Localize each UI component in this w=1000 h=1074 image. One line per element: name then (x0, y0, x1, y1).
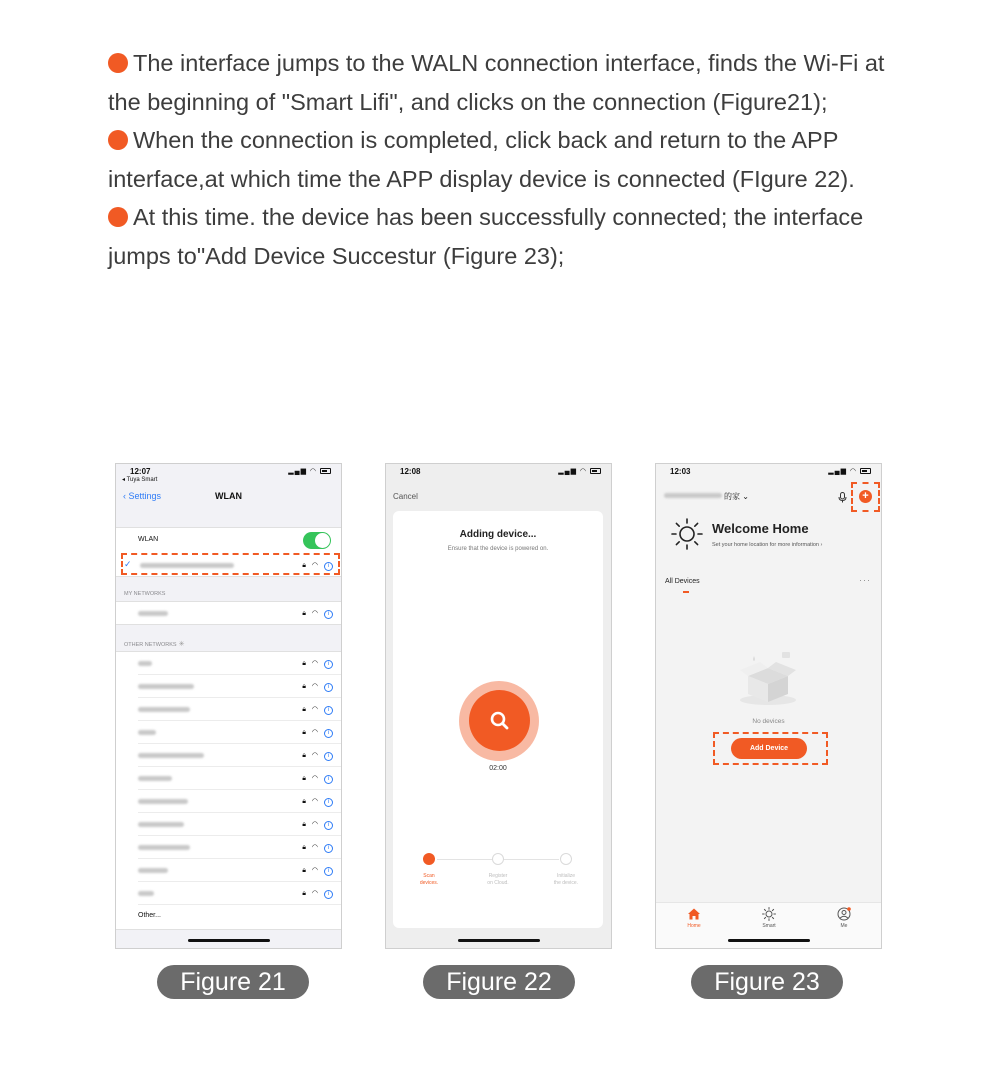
wlan-label: WLAN (138, 536, 159, 543)
home-selector[interactable]: 的家 ⌄ (664, 491, 749, 502)
network-row[interactable] (138, 859, 341, 882)
info-icon[interactable]: i (324, 706, 333, 715)
figure-21-caption: Figure 21 (157, 965, 309, 999)
tab-smart[interactable] (749, 907, 789, 929)
blurred-network-name (138, 753, 204, 758)
tab-home-label: Home (687, 923, 701, 929)
blurred-network-name (138, 611, 168, 616)
network-row[interactable] (138, 721, 341, 744)
status-bar (386, 464, 611, 480)
my-networks-list (116, 601, 341, 625)
highlight-box (713, 732, 828, 765)
instruction-step-1: The interface jumps to the WALN connection interface, finds the Wi-Fi at the beginning of "Smart Lifi", and clicks on the connection (Figure21); (108, 50, 885, 115)
network-row[interactable] (138, 602, 341, 625)
figure-22-caption: Figure 22 (423, 965, 575, 999)
profile-icon (837, 907, 851, 921)
figure-22-screenshot (385, 463, 612, 949)
home-indicator (188, 939, 270, 942)
smart-sun-icon (762, 907, 776, 921)
blurred-network-name (138, 799, 188, 804)
settings-back-button[interactable]: ‹ Settings (123, 491, 162, 501)
blurred-home-name (664, 493, 722, 498)
tab-home[interactable] (674, 907, 714, 929)
network-status-icons: 🔒︎ ◠ i (302, 820, 333, 830)
back-to-app-link[interactable]: ◂ Tuya Smart (122, 477, 158, 483)
highlight-box (121, 553, 340, 575)
info-icon[interactable]: i (324, 844, 333, 853)
initialize-step-icon (560, 853, 572, 865)
cancel-button[interactable]: Cancel (393, 492, 418, 501)
network-row[interactable] (138, 790, 341, 813)
adding-device-title: Adding device... (459, 529, 537, 540)
step-label-scan: Scan devices. (419, 873, 439, 886)
bullet-dot-icon (108, 130, 128, 150)
network-row[interactable] (138, 744, 341, 767)
empty-box-illustration (736, 650, 800, 706)
status-time: 12:07 (130, 467, 151, 476)
info-icon[interactable]: i (324, 562, 333, 571)
network-row[interactable] (138, 767, 341, 790)
blurred-network-name (138, 822, 184, 827)
microphone-icon[interactable] (838, 492, 847, 503)
info-icon[interactable]: i (324, 890, 333, 899)
network-row[interactable] (138, 675, 341, 698)
scan-step-icon (423, 853, 435, 865)
sun-icon (670, 517, 704, 551)
loading-spinner-icon: ✳ (178, 641, 185, 648)
status-icons: ▂▄▆ ◠ (288, 467, 331, 475)
other-networks-header: OTHER NETWORKS ✳ (124, 641, 185, 648)
figure-23-caption: Figure 23 (691, 965, 843, 999)
step-label-initialize: Initialize the device. (553, 873, 579, 886)
status-time: 12:03 (670, 467, 691, 476)
blurred-network-name (138, 868, 168, 873)
tab-me-label: Me (840, 923, 848, 929)
bullet-dot-icon (108, 207, 128, 227)
more-options-icon[interactable]: ··· (859, 575, 871, 585)
info-icon[interactable]: i (324, 752, 333, 761)
network-row[interactable] (138, 652, 341, 675)
blurred-network-name (138, 776, 172, 781)
active-tab-indicator (683, 591, 689, 593)
blurred-network-name (138, 730, 156, 735)
info-icon[interactable]: i (324, 775, 333, 784)
home-indicator (728, 939, 810, 942)
add-device-button[interactable]: Add Device (731, 738, 807, 759)
checkmark-icon: ✓ (124, 559, 132, 569)
network-status-icons: 🔒︎ ◠ i (302, 774, 333, 784)
tab-smart-label: Smart (762, 923, 776, 929)
countdown-timer: 02:00 (489, 765, 507, 772)
page-title: WLAN (215, 491, 242, 501)
network-status-icons: 🔒︎ ◠ i (302, 843, 333, 853)
tab-me[interactable] (824, 907, 864, 929)
other-network-label: Other... (138, 912, 161, 919)
no-devices-label: No devices (752, 718, 785, 725)
adding-device-card (393, 511, 603, 928)
tab-all-devices[interactable]: All Devices (665, 578, 700, 585)
instruction-step-3: At this time. the device has been successfully connected; the interface jumps to"Add Device Succestur (Figure 23); (108, 204, 864, 269)
info-icon[interactable]: i (324, 798, 333, 807)
adding-device-subtitle: Ensure that the device is powered on. (447, 546, 549, 552)
status-bar (656, 464, 881, 480)
navigation-bar (116, 488, 341, 506)
blurred-network-name (138, 707, 190, 712)
figure-21-screenshot (115, 463, 342, 949)
network-row[interactable] (138, 813, 341, 836)
other-networks-list (116, 651, 341, 930)
my-networks-header: MY NETWORKS (124, 591, 166, 597)
status-icons: ▂▄▆ ◠ (828, 467, 871, 475)
highlight-box (851, 482, 880, 512)
bullet-dot-icon (108, 53, 128, 73)
blurred-network-name (138, 661, 152, 666)
search-icon (487, 708, 512, 733)
other-network-row[interactable] (138, 905, 341, 928)
network-status-icons: 🔒︎ ◠ i (302, 682, 333, 692)
network-status-icons: 🔒︎ ◠ i (302, 609, 333, 619)
network-status-icons: 🔒︎ ◠ i (302, 728, 333, 738)
cloud-step-icon (492, 853, 504, 865)
blurred-network-name (138, 684, 194, 689)
info-icon[interactable]: i (324, 867, 333, 876)
figure-23-screenshot (655, 463, 882, 949)
instruction-text (108, 44, 908, 275)
network-status-icons: 🔒︎ ◠ i (302, 705, 333, 715)
network-status-icons: 🔒︎ ◠ i (302, 889, 333, 899)
status-icons: ▂▄▆ ◠ (558, 467, 601, 475)
network-row[interactable] (138, 836, 341, 859)
info-icon[interactable]: i (324, 729, 333, 738)
status-time: 12:08 (400, 467, 421, 476)
info-icon[interactable]: i (324, 660, 333, 669)
network-status-icons: 🔒︎ ◠ i (302, 751, 333, 761)
network-status-icons: 🔒︎ ◠ i (302, 797, 333, 807)
add-plus-button[interactable]: + (859, 490, 872, 503)
blurred-network-name (138, 891, 154, 896)
network-status-icons: 🔒︎ ◠ i (302, 866, 333, 876)
instruction-step-2: When the connection is completed, click back and return to the APP interface,at which time the APP display device is connected (FIgure 22). (108, 127, 855, 192)
welcome-title: Welcome Home (712, 521, 809, 536)
home-indicator (458, 939, 540, 942)
info-icon[interactable]: i (324, 610, 333, 619)
battery-icon (590, 468, 601, 474)
network-row[interactable] (138, 882, 341, 905)
set-location-link[interactable]: Set your home location for more information › (712, 542, 823, 548)
info-icon[interactable]: i (324, 683, 333, 692)
home-icon (687, 907, 701, 921)
battery-icon (320, 468, 331, 474)
battery-icon (860, 468, 871, 474)
network-row[interactable] (138, 698, 341, 721)
info-icon[interactable]: i (324, 821, 333, 830)
wlan-toggle[interactable] (303, 532, 331, 549)
step-label-register: Register on Cloud. (487, 873, 509, 886)
network-status-icons: 🔒︎ ◠ i (302, 561, 333, 571)
network-status-icons: 🔒︎ ◠ i (302, 659, 333, 669)
blurred-network-name (138, 845, 190, 850)
